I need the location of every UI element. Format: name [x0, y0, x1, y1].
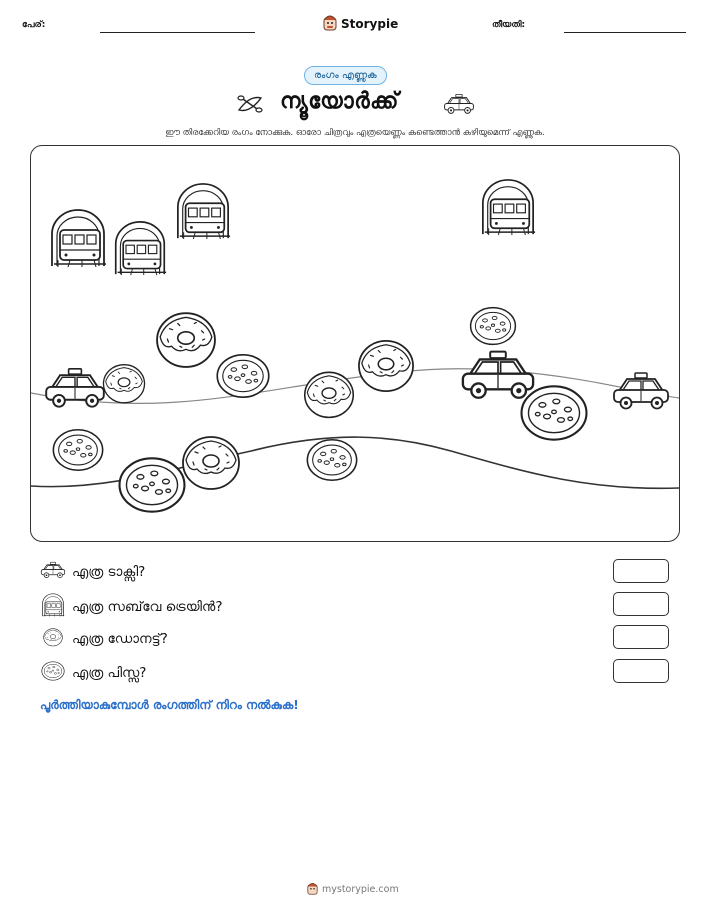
section-badge: രംഗം എണ്ണുക [304, 66, 387, 85]
question-row-donut [40, 627, 168, 651]
donut-2 [359, 341, 413, 391]
name-field[interactable] [100, 32, 255, 33]
question-text: എത്ര സബ്‌വേ ട്രെയിൻ? [72, 599, 223, 615]
brand-logo [323, 13, 398, 34]
question-row-subway [40, 593, 223, 621]
footer-url[interactable]: mystorypie.com [322, 884, 399, 895]
kayak-icon [237, 93, 263, 119]
name-label: പേര്: [22, 20, 46, 30]
counting-scene [30, 145, 680, 542]
pizza-5 [307, 440, 356, 480]
answer-box-subway[interactable] [613, 592, 669, 616]
taxi-1 [46, 369, 104, 407]
date-label: തീയതി: [492, 20, 526, 30]
pizza-3 [522, 386, 587, 439]
taxi-3 [614, 373, 668, 409]
subway-train-icon [40, 593, 66, 621]
subway-train-4 [483, 180, 535, 235]
subway-train-3 [178, 184, 230, 239]
taxi-icon [443, 93, 475, 119]
donut-icon [40, 627, 66, 651]
footer [307, 881, 399, 898]
pizza-icon [40, 661, 66, 685]
donut-4 [305, 372, 354, 417]
scene-illustration [31, 146, 679, 541]
date-field[interactable] [564, 32, 686, 33]
question-row-taxi [40, 560, 145, 584]
donut-1 [157, 313, 215, 367]
question-text: എത്ര ഡോനട്ട്? [72, 631, 168, 647]
instructions: ഈ തിരക്കേറിയ രംഗം നോക്കുക. ഓരോ ചിത്രവും എത്രയെണ്ണം കണ്ടെത്താൻ കഴിയുമെന്ന് എണ്ണുക. [165, 128, 545, 138]
answer-box-pizza[interactable] [613, 659, 669, 683]
pizza-1 [471, 308, 516, 345]
pizza-4 [53, 430, 102, 470]
pizza-6 [120, 458, 185, 511]
subway-train-1 [52, 210, 106, 267]
donut-5 [183, 437, 239, 489]
storypie-mascot-icon [323, 13, 337, 34]
question-text: എത്ര പിസ്സ? [72, 665, 147, 681]
brand-name: Storypie [341, 16, 399, 31]
pizza-2 [217, 355, 269, 397]
page-title: ന്യൂയോർക്ക് [280, 89, 399, 114]
question-text: എത്ര ടാക്സി? [72, 564, 146, 580]
donut-3 [103, 365, 144, 403]
answer-box-taxi[interactable] [613, 559, 669, 583]
taxi-icon [40, 560, 66, 584]
question-row-pizza [40, 661, 146, 685]
subway-train-2 [116, 222, 166, 275]
color-note: പൂർത്തിയാകുമ്പോൾ രംഗത്തിന് നിറം നൽകുക! [40, 698, 299, 712]
storypie-mascot-icon [307, 881, 318, 898]
answer-box-donut[interactable] [613, 625, 669, 649]
taxi-2 [463, 352, 533, 398]
